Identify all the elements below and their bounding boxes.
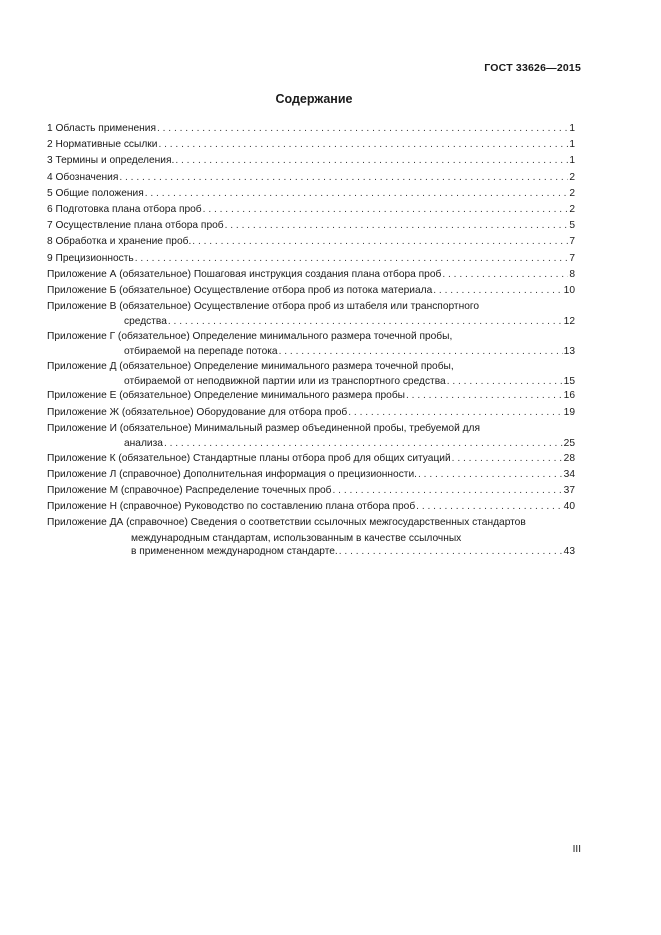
toc-entry[interactable] xyxy=(47,499,575,515)
leader-dots xyxy=(225,218,569,234)
leader-dots xyxy=(452,451,563,467)
toc-entry-page: 1 xyxy=(569,155,575,167)
toc-entry[interactable] xyxy=(47,359,575,389)
page-title: Содержание xyxy=(275,92,353,106)
toc-entry-title: Приложение Н (справочное) Руководство по составлению плана отбора проб xyxy=(47,501,416,513)
leader-dots xyxy=(433,283,562,299)
toc-entry-page: 2 xyxy=(569,187,575,199)
toc-entry[interactable] xyxy=(47,467,575,483)
leader-dots xyxy=(168,315,563,329)
toc-entry-title: средства xyxy=(124,316,167,328)
leader-dots xyxy=(145,186,569,202)
toc-entry-title: 2 Нормативные ссылки xyxy=(47,139,158,151)
leader-dots xyxy=(158,137,568,153)
toc-entry[interactable] xyxy=(47,186,575,202)
toc-entry-page: 1 xyxy=(569,139,575,151)
toc-entry-title: Приложение Д (обязательное) Определение минимального размера точечной пробы, xyxy=(47,360,454,372)
leader-dots xyxy=(416,499,562,515)
toc-entry[interactable] xyxy=(47,218,575,234)
toc-entry-page: 2 xyxy=(569,203,575,215)
toc-entry-page: 16 xyxy=(563,390,575,402)
toc-entry[interactable] xyxy=(47,483,575,499)
toc-entry[interactable] xyxy=(47,299,575,329)
leader-dots xyxy=(333,483,563,499)
toc-entry[interactable] xyxy=(47,267,575,283)
toc-entry[interactable] xyxy=(47,121,575,137)
leader-dots xyxy=(157,121,568,137)
toc-entry-title: 4 Обозначения xyxy=(47,171,119,183)
leader-dots xyxy=(406,388,563,404)
toc-entry-page: 8 xyxy=(569,268,575,280)
toc-entry-title: Приложение А (обязательное) Пошаговая инструкция создания плана отбора проб xyxy=(47,268,442,280)
toc-entry-page: 5 xyxy=(569,220,575,232)
toc-entry[interactable] xyxy=(47,405,575,421)
toc-entry-title: Приложение М (справочное) Распределение точечных проб xyxy=(47,484,332,496)
toc-entry[interactable] xyxy=(47,234,575,250)
toc-entry-page: 15 xyxy=(563,375,575,387)
toc-entry-page: 7 xyxy=(569,236,575,248)
leader-dots xyxy=(135,251,569,267)
toc-entry[interactable] xyxy=(47,202,575,218)
toc-entry-page: 2 xyxy=(569,171,575,183)
leader-dots xyxy=(203,202,569,218)
leader-dots xyxy=(119,170,568,186)
toc-entry-page: 34 xyxy=(563,468,575,480)
toc-entry-page: 13 xyxy=(563,346,575,358)
toc-entry-title: 8 Обработка и хранение проб. xyxy=(47,236,192,248)
table-of-contents xyxy=(47,121,575,559)
toc-entry-title: Приложение И (обязательное) Минимальный размер объединенной пробы, требуемой для xyxy=(47,422,481,434)
toc-entry-title: Приложение В (обязательное) Осуществление отбора проб из штабеля или транспортного xyxy=(47,301,480,313)
toc-entry-page: 1 xyxy=(569,123,575,134)
toc-entry-title: отбираемой от неподвижной партии или из транспортного средства xyxy=(124,375,446,387)
toc-entry-page: 7 xyxy=(569,252,575,264)
toc-entry[interactable] xyxy=(47,137,575,153)
toc-entry[interactable] xyxy=(47,170,575,186)
toc-entry-title: 9 Прецизионность xyxy=(47,252,134,264)
document-id: ГОСТ 33626—2015 xyxy=(484,62,581,74)
leader-dots xyxy=(442,267,568,283)
toc-entry[interactable] xyxy=(47,251,575,267)
leader-dots xyxy=(279,345,563,359)
toc-entry[interactable] xyxy=(47,283,575,299)
toc-entry-title: 6 Подготовка плана отбора проб xyxy=(47,203,202,215)
toc-entry-title: в примененном международном стандарте. xyxy=(131,546,338,558)
toc-entry-page: 37 xyxy=(563,484,575,496)
toc-entry-page: 10 xyxy=(563,284,575,296)
toc-entry[interactable] xyxy=(47,515,575,558)
leader-dots xyxy=(348,405,562,421)
leader-dots xyxy=(192,234,568,250)
toc-entry-page: 25 xyxy=(563,437,575,449)
toc-entry-title: анализа xyxy=(124,437,163,449)
leader-dots xyxy=(418,467,563,483)
toc-entry-title: Приложение Ж (обязательное) Оборудование для отбора проб xyxy=(47,406,348,418)
toc-entry-title: 3 Термины и определения. xyxy=(47,155,175,167)
toc-entry-title: международным стандартам, использованным в качестве ссылочных xyxy=(131,532,462,544)
toc-entry[interactable] xyxy=(47,388,575,404)
leader-dots xyxy=(175,153,568,169)
toc-entry[interactable] xyxy=(47,329,575,359)
leader-dots xyxy=(339,545,563,559)
toc-entry-title: Приложение ДА (справочное) Сведения о соответствии ссылочных межгосударственных стандартов xyxy=(47,517,526,529)
leader-dots xyxy=(164,437,563,451)
leader-dots xyxy=(447,375,563,389)
toc-entry-title: 7 Осуществление плана отбора проб xyxy=(47,220,224,232)
toc-entry-title: Приложение Л (справочное) Дополнительная информация о прецизионности. xyxy=(47,468,417,480)
toc-entry-title: 1 Область применения xyxy=(47,123,156,134)
toc-entry-title: отбираемой на перепаде потока xyxy=(124,346,278,358)
toc-entry-page: 40 xyxy=(563,501,575,513)
toc-entry-title: Приложение Б (обязательное) Осуществление отбора проб из потока материала xyxy=(47,284,433,296)
toc-entry-title: 5 Общие положения xyxy=(47,187,144,199)
toc-entry[interactable] xyxy=(47,451,575,467)
toc-entry-title: Приложение Е (обязательное) Определение минимального размера пробы xyxy=(47,390,405,402)
toc-entry[interactable] xyxy=(47,153,575,169)
toc-entry-page: 19 xyxy=(563,406,575,418)
toc-entry[interactable] xyxy=(47,421,575,451)
toc-entry-page: 28 xyxy=(563,452,575,464)
toc-entry-page: 43 xyxy=(563,546,575,558)
toc-entry-title: Приложение К (обязательное) Стандартные планы отбора проб для общих ситуаций xyxy=(47,452,451,464)
toc-entry-title: Приложение Г (обязательное) Определение минимального размера точечной пробы, xyxy=(47,330,453,342)
toc-entry-page: 12 xyxy=(563,316,575,328)
page-number: III xyxy=(572,844,581,855)
